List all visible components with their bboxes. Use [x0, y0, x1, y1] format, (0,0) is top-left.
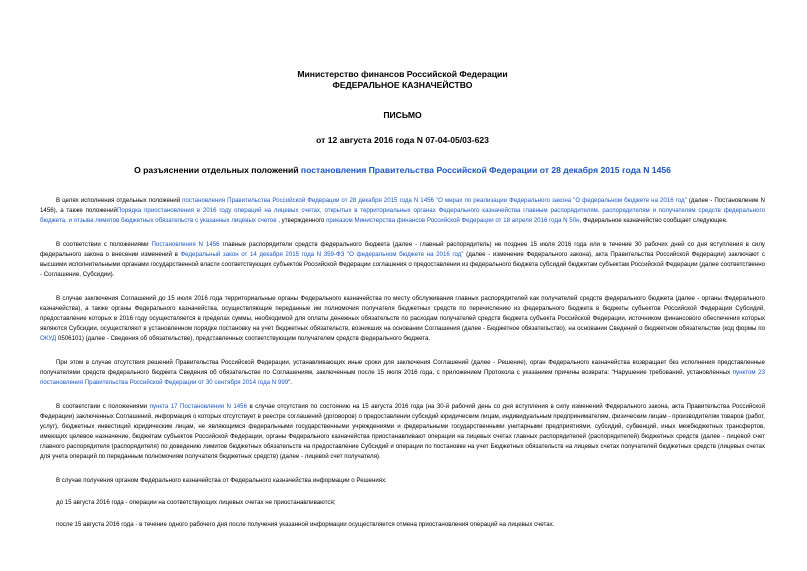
- paragraph-3: [40, 294, 765, 344]
- p1-text-a: В целях исполнения отдельных положений: [56, 197, 183, 204]
- ministry-name: Министерство финансов Российской Федерации: [297, 69, 508, 79]
- p4-text-b: ".: [288, 379, 293, 386]
- p5-text-b: в случае отсутствия по состоянию на 15 августа 2016 года (на 30-й рабочий день со дня вступления в силу изменений Федерального закона, акта Правительства Российской Федерации) заключенных Соглашений, информация о которых отсутствует в реестре соглашений (договоров) о предоставлении субсидий юридическим лицам, индивидуальным предпринимателям, физическим лицам - производителям товаров (работ, услуг), бюджетных инвестиций юридическим лицам, не являющимся федеральными государственными учреждениями и федеральными государственными унитарными предприятиями, субсидий, субвенций, иных межбюджетных трансфертов, имеющих целевое назначение, бюджетам субъектов Российской Федерации, органы Федерального казначейства приостанавливают операции на лицевых счетах главных распорядителей (распорядителей) бюджетных средств (далее - лицевой счет главного распорядителя (распорядителя) по доведению лимитов бюджетных обязательств на предоставление Субсидий и операции по постановке на учет Бюджетных обязательств на лицевых счетах получателей бюджетных средств (лицевых счетах для учета операций по переданным полномочиям получателя бюджетных средств) (далее - лицевой счет получателя).: [40, 403, 766, 460]
- p2-link-resolution[interactable]: Постановления N 1456: [151, 241, 220, 248]
- p1-link-procedure[interactable]: Порядка приостановления в 2016 году операций на лицевых счетах, открытых в территориальных органах Федерального казначейства главным распорядителям, распорядителям и получателям средств федерального бюджета, и отзыва лимитов бюджетных обязательств с указанных лицевых счетов: [40, 207, 765, 224]
- p2-text-a: В соответствии с положениями: [56, 241, 152, 248]
- p3-link-okud[interactable]: ОКУД: [40, 335, 57, 342]
- p3-text-b: 0506101) (далее - Сведения об обязательстве), представленных соответствующим получателем средств федерального бюджета.: [56, 335, 431, 342]
- p2-text-b: главные распорядители средств федерального бюджета (далее - главный распорядитель) не позднее 15 июля 2016 года или в течение 30 рабочих дней со дня вступления в силу федерального закона о внесении изменений в: [40, 241, 766, 258]
- document-subject: [40, 165, 765, 176]
- p1-text-b: (далее - Постановление N 1456), а также положений: [40, 197, 765, 214]
- p5-text-a: В соответствии с положениями: [56, 403, 150, 410]
- paragraph-5: [40, 402, 765, 462]
- paragraph-7: до 15 августа 2016 года - операции на соответствующих лицевых счетах не приостанавливаются;: [56, 499, 336, 506]
- paragraph-1: [40, 196, 765, 226]
- p4-link-point-23[interactable]: пунктом 23 постановления Правительства Российской Федерации от 30 сентября 2014 года N 999: [40, 369, 765, 386]
- p1-link-order[interactable]: приказом Министерства финансов Российской Федерации от 18 апреля 2016 года N 50н: [326, 217, 580, 224]
- p1-text-d: , Федеральное казначейство сообщает следующее.: [579, 217, 728, 224]
- p2-link-federal-law[interactable]: Федеральный закон от 14 декабря 2015 года N 359-ФЗ "О федеральном бюджете на 2016 год": [180, 251, 464, 258]
- agency-name: ФЕДЕРАЛЬНОЕ КАЗНАЧЕЙСТВО: [332, 80, 473, 90]
- document-type: ПИСЬМО: [383, 110, 422, 120]
- p5-link-point-17[interactable]: пункта 17 Постановления N 1456: [149, 403, 248, 410]
- paragraph-8: после 15 августа 2016 года - в течение одного рабочего дня после получения указанной информации осуществляется отмена приостановления операций на лицевых счетах.: [56, 521, 555, 528]
- p2-text-c: (далее - изменение Федерального закона), акта Правительства Российской Федерации) заключают с высшими исполнительными органами государственной власти соответствующих субъектов Российской Федерации соглашения о предоставлении из федерального бюджета субсидий бюджетам субъектам Российской Федерации (далее соответственно - Соглашение, Субсидии).: [40, 251, 766, 278]
- p4-text-a: При этом в случае отсутствия решений Правительства Российской Федерации, устанавливающих иные сроки для заключения Соглашений (далее - Решение), орган Федерального казначейства возвращает без исполнения представленные получателями средств федерального бюджета Сведения об обязательстве по Соглашениям, заключенным после 15 июля 2016 года, с приложением Протокола с указанием причины возврата: "Нарушение требований, установленных: [40, 359, 765, 376]
- paragraph-2: [40, 240, 765, 280]
- document-date-number: от 12 августа 2016 года N 07-04-05/03-623: [316, 135, 489, 145]
- subject-link[interactable]: постановления Правительства Российской Федерации от 28 декабря 2015 года N 1456: [300, 165, 671, 175]
- p3-text-a: В случае заключения Соглашений до 15 июля 2016 года территориальные органы Федерального казначейства по месту обслуживания главных распорядителей как получателей средств федерального бюджета (далее - органы Федерального казначейства), а также органы Федерального казначейства, осуществляющие переданные им полномочия получателя бюджетных средств по перечислению из федерального бюджета в бюджеты субъектов Российской Федерации Субсидий, предоставление которых в 2016 году осуществляется в пределах суммы, необходимой для оплаты денежных обязательств по расходам получателей средств бюджета субъекта Российской Федерации, источником финансового обеспечения которых являются Субсидии, осуществляют в установленном порядке постановку на учет бюджетных обязательств, возникших на основании Соглашения (далее - Бюджетное обязательство), на основании Сведений о бюджетном обязательстве (код формы по: [40, 295, 765, 332]
- p1-text-c: , утвержденного: [276, 217, 327, 224]
- paragraph-4: [40, 358, 765, 388]
- p1-link-resolution[interactable]: постановления Правительства Российской Федерации от 28 декабря 2015 года N 1456 "О мерах по реализации Федерального закона "О федеральном бюджете на 2016 год": [182, 197, 687, 204]
- paragraph-6: В случае получения органом Федерального казначейства от Федерального казначейства информации о Решениях:: [56, 477, 387, 484]
- subject-prefix: О разъяснении отдельных положений: [134, 165, 301, 175]
